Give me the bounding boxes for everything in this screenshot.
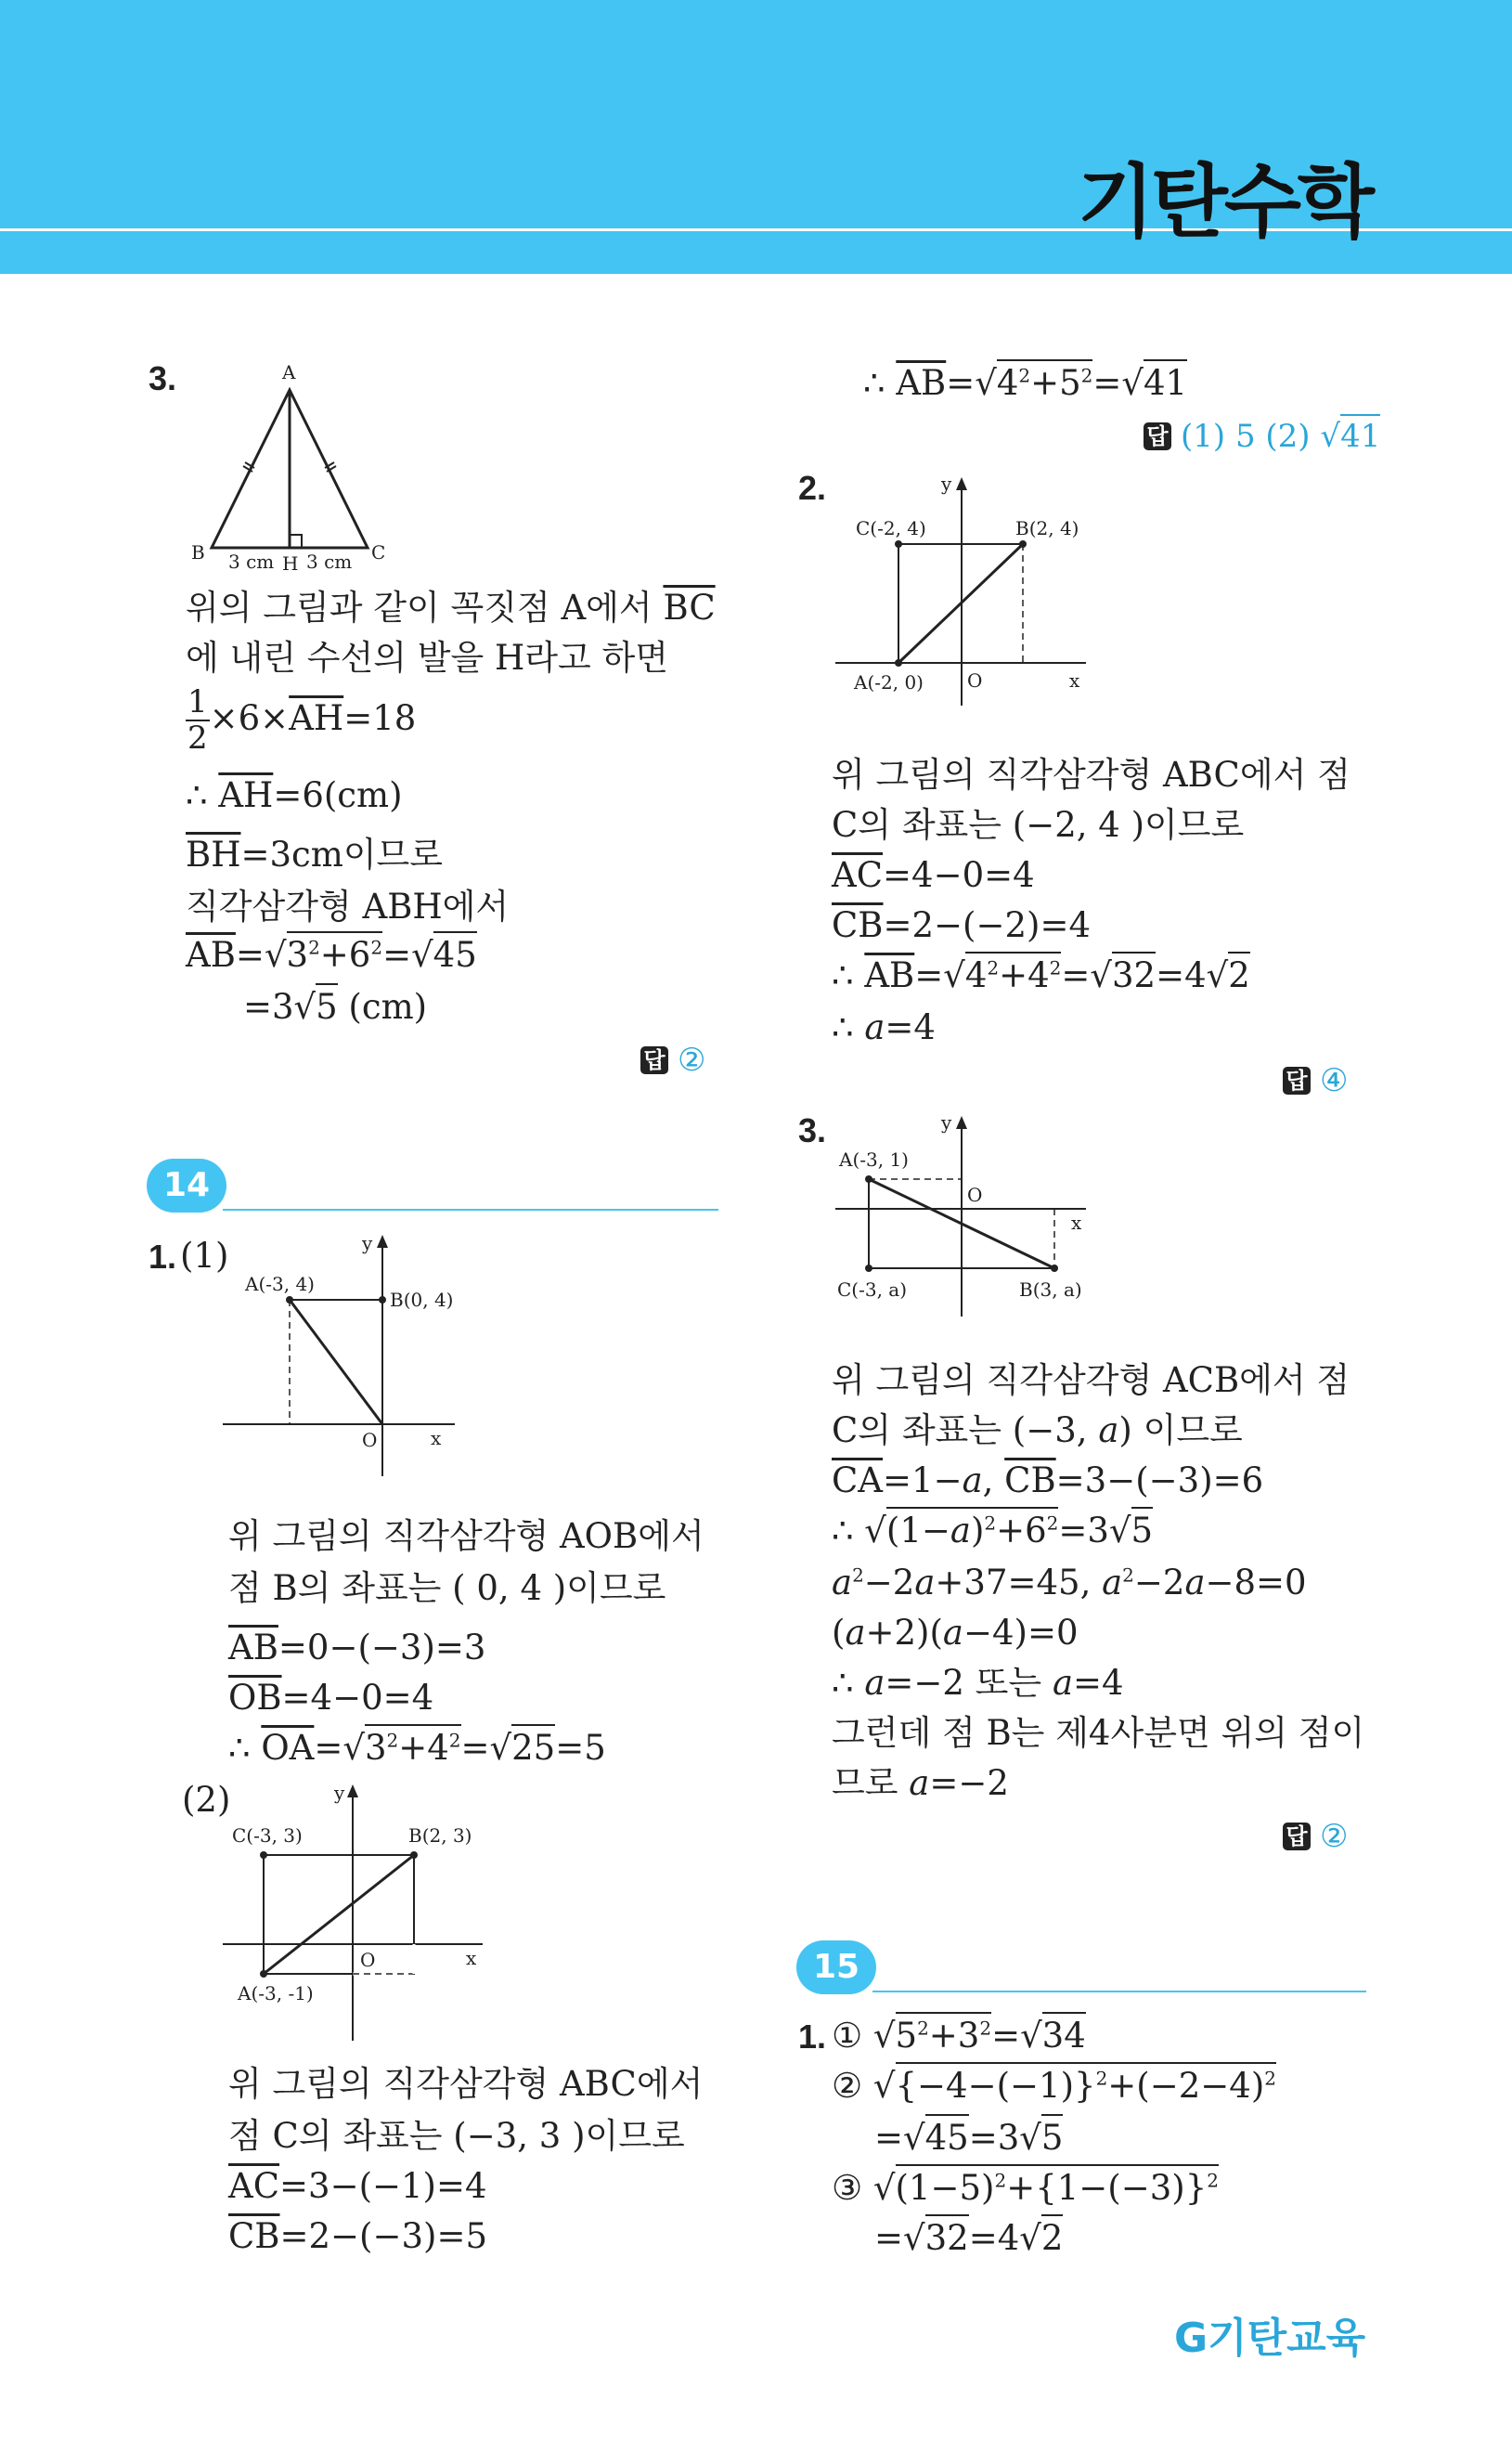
p3r-text-line-6: (a+2)(a−4)=0 <box>832 1613 1079 1653</box>
fig1-x-label: x <box>431 1427 442 1449</box>
section-14-badge: 14 <box>147 1159 226 1213</box>
s14-text2-line-4: $\overline{CB}=2-(-3)=5$ <box>228 2216 487 2256</box>
p3r-text-line-1: 위 그림의 직각삼각형 ACB에서 점 <box>832 1360 1350 1400</box>
p3r-c-label: C(-3, a) <box>837 1278 908 1301</box>
header-banner <box>0 0 1512 274</box>
p3r-text-line-4: ∴ $√(1-a)^2+6^2=3√5$ <box>832 1513 1153 1548</box>
p3r-b-label: B(3, a) <box>1019 1278 1082 1301</box>
fig1-a-label: A(-3, 4) <box>245 1273 315 1295</box>
graph-aob <box>223 1232 464 1476</box>
p3-text-line-1: 위의 그림과 같이 꼭짓점 A에서 $\overline{BC}$ <box>186 588 716 628</box>
s14-text2-line-2: 점 C의 좌표는 (−3, 3 )이므로 <box>228 2116 685 2156</box>
p3r-answer: 답 ② <box>1283 1818 1348 1855</box>
p3r-text-line-2: C의 좌표는 (−3, a) 이므로 <box>832 1410 1243 1450</box>
p3-text-line-8: =3√5 (cm) <box>243 990 427 1024</box>
fig2-y-label: y <box>334 1782 345 1804</box>
vertex-c-label: C <box>371 541 386 564</box>
p3-text-line-7: $\overline{AB}=√3^2+6^2=√45$ <box>186 938 477 972</box>
s14-part1-label: (1) <box>180 1236 229 1276</box>
p3-text-line-6: 직각삼각형 ABH에서 <box>186 887 510 927</box>
brand-logo: 기탄수학 <box>1077 156 1371 249</box>
p3r-text-line-9: 므로 a=−2 <box>832 1763 1009 1803</box>
problem-2-label: 2. <box>798 469 827 507</box>
fig1-y-label: y <box>362 1232 373 1254</box>
vertex-b-label: B <box>191 541 205 564</box>
p3r-text-line-5: $a^2-2a+37=45$, $a^2-2a-8=0$ <box>832 1563 1307 1602</box>
s14-q1-label: 1. <box>149 1238 177 1276</box>
fig1-b-label: B(0, 4) <box>390 1289 454 1311</box>
p2-text-line-5: ∴ $\overline{AB}=√4^2+4^2=√32=4√2$ <box>832 958 1250 992</box>
fig2-c-label: C(-3, 3) <box>232 1824 303 1847</box>
p2-y-label: y <box>941 473 952 495</box>
s15-line-5: =√32=4√2 <box>874 2221 1063 2255</box>
s15-line-4: ③ $√(1-5)^2+\{1-(-3)\}^2$ <box>832 2171 1219 2205</box>
p2-text-line-3: $\overline{AC}=4-0=4$ <box>832 855 1035 895</box>
s14-text1-line-1: 위 그림의 직각삼각형 AOB에서 <box>228 1516 704 1556</box>
s14-text2-line-1: 위 그림의 직각삼각형 ABC에서 <box>228 2064 704 2104</box>
p2-b-label: B(2, 4) <box>1015 517 1079 539</box>
p3r-text-line-8: 그런데 점 B는 제4사분면 위의 점이 <box>832 1713 1365 1753</box>
foot-h-label: H <box>282 552 299 575</box>
s15-q1-label: 1. <box>798 2017 827 2056</box>
s14-text1-line-5: ∴ $\overline{OA}=√3^2+4^2=√25=5$ <box>228 1731 606 1765</box>
rt-line-1: ∴ $\overline{AB}=√4^2+5^2=√41$ <box>863 366 1187 400</box>
p2-text-line-6: ∴ a=4 <box>832 1007 936 1047</box>
p2-x-label: x <box>1069 669 1080 692</box>
s15-line-2: ② $√\{-4-(-1)\}^2+(-2-4)^2$ <box>832 2069 1276 2103</box>
p2-text-line-1: 위 그림의 직각삼각형 ABC에서 점 <box>832 755 1350 795</box>
p2-text-line-4: $\overline{CB}=2-(-2)=4$ <box>832 905 1091 945</box>
s14-text1-line-3: $\overline{AB}=0-(-3)=3$ <box>228 1628 486 1667</box>
s14-text1-line-4: $\overline{OB}=4-0=4$ <box>228 1678 434 1718</box>
fig2-b-label: B(2, 3) <box>408 1824 472 1847</box>
rt-answer: 답 (1) 5 (2) √41 <box>1144 418 1380 455</box>
footer-logo: G기탄교육 <box>1174 2315 1366 2362</box>
p2-text-line-2: C의 좌표는 (−2, 4 )이므로 <box>832 805 1245 845</box>
left-length-label: 3 cm <box>228 551 275 573</box>
p2-answer: 답 ④ <box>1283 1062 1348 1099</box>
s14-text2-line-3: $\overline{AC}=3-(-1)=4$ <box>228 2166 487 2206</box>
p3r-o-label: O <box>967 1184 983 1206</box>
p3r-text-line-3: $\overline{CA}=1-a$, $\overline{CB}=3-(-3)=6$ <box>832 1460 1264 1500</box>
s14-text1-line-2: 점 B의 좌표는 ( 0, 4 )이므로 <box>228 1568 666 1608</box>
fig2-a-label: A(-3, -1) <box>238 1982 314 2004</box>
fig2-o-label: O <box>360 1949 376 1971</box>
p2-c-label: C(-2, 4) <box>856 517 926 539</box>
p3-text-line-3: $\frac{1}{2}$ $\times 6\times\overline{AH}=18$ <box>187 683 417 758</box>
section-15-badge: 15 <box>796 1940 876 1994</box>
p3-text-line-5: $\overline{BH}=3cm$이므로 <box>186 835 444 875</box>
p3r-x-label: x <box>1071 1212 1082 1234</box>
right-length-label: 3 cm <box>306 551 353 573</box>
s15-line-1: ① $√5^2+3^2=√34$ <box>832 2018 1086 2053</box>
s15-line-3: =√45=3√5 <box>874 2121 1063 2155</box>
fig2-x-label: x <box>466 1947 477 1969</box>
graph-abc-left <box>223 1781 492 2041</box>
fig1-o-label: O <box>362 1429 378 1451</box>
problem-3-label: 3. <box>149 359 177 397</box>
problem-3r-label: 3. <box>798 1111 827 1149</box>
p2-o-label: O <box>967 669 983 692</box>
p2-a-label: A(-2, 0) <box>854 671 924 694</box>
p3r-text-line-7: ∴ a=−2 또는 a=4 <box>832 1663 1124 1703</box>
p3r-a-label: A(-3, 1) <box>839 1148 909 1171</box>
section-15-rule <box>872 1991 1366 1992</box>
p3-text-line-2: 에 내린 수선의 발을 H라고 하면 <box>186 638 668 678</box>
p3-text-line-4: ∴ $\overline{AH}=6(cm)$ <box>186 775 403 815</box>
s14-part2-label: (2) <box>182 1780 231 1820</box>
p3-answer: 답 ② <box>640 1042 705 1079</box>
vertex-a-label: A <box>282 361 296 383</box>
triangle-figure <box>186 362 399 576</box>
section-14-rule <box>223 1209 718 1211</box>
p3r-y-label: y <box>941 1111 952 1134</box>
graph-acb <box>835 1112 1105 1317</box>
graph-abc-right <box>835 474 1105 706</box>
